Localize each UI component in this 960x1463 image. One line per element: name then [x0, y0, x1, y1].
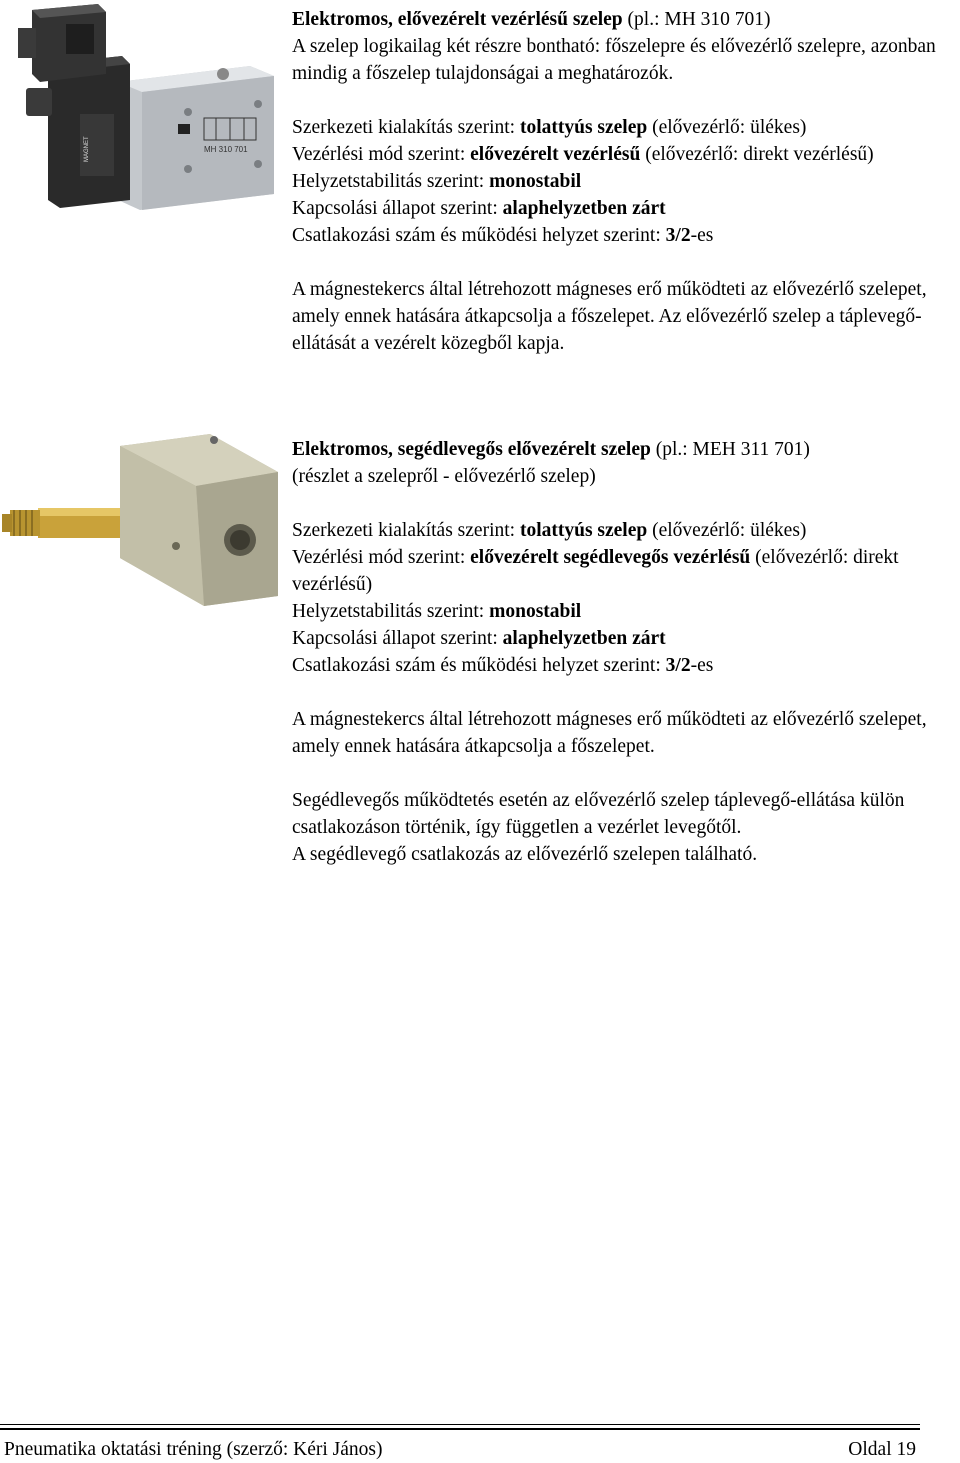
section-2-subtitle: (részlet a szelepről - elővezérlő szelep) — [292, 466, 596, 487]
section-2-title-bold: Elektromos, segédlevegős elővezérelt szelep — [292, 439, 651, 460]
section-1-intro: A szelep logikailag két részre bontható: főszelepre és elővezérlő szelepre, azonban mindig a főszelep tulajdonságai a meghatározók. — [292, 36, 936, 84]
section-1-description: A mágnestekercs által létrehozott mágneses erő működteti az elővezérlő szelepet, amely ennek hatására átkapcsolja a főszelepet. Az elővezérlő szelep a táplevegő-ellátását a vezérelt közegből kapja. — [292, 279, 927, 354]
section-1-prop-3: Kapcsolási állapot szerint: alaphelyzetben zárt — [292, 198, 666, 219]
svg-text:MAGNET: MAGNET — [84, 136, 90, 162]
section-2 — [292, 436, 960, 868]
pilot-valve-image — [0, 428, 280, 606]
section-2-prop-0: Szerkezeti kialakítás szerint: tolattyús szelep (elővezérlő: ülékes) — [292, 520, 807, 541]
section-1-title — [292, 6, 960, 33]
valve-model-label: MH 310 701 — [204, 145, 248, 154]
section-1-prop-0: Szerkezeti kialakítás szerint: tolattyús szelep (elővezérlő: ülékes) — [292, 117, 807, 138]
footer-divider — [0, 1424, 920, 1425]
section-2-extra-1: Segédlevegős működtetés esetén az elővezérlő szelep táplevegő-ellátása külön csatlakozáson történik, így független a vezérlet levegőtől. — [292, 790, 905, 838]
solenoid-valve-image — [18, 4, 276, 214]
section-2-title-rest: (pl.: MEH 311 701) — [650, 439, 810, 460]
section-2-prop-4: Csatlakozási szám és működési helyzet szerint: 3/2-es — [292, 655, 714, 676]
section-2-prop-3: Kapcsolási állapot szerint: alaphelyzetben zárt — [292, 628, 666, 649]
section-1-title-bold: Elektromos, elővezérelt vezérlésű szelep — [292, 9, 623, 30]
section-2-description: A mágnestekercs által létrehozott mágneses erő működteti az elővezérlő szelepet, amely ennek hatására átkapcsolja a főszelepet. — [292, 709, 927, 757]
footer-title: Pneumatika oktatási tréning (szerző: Kéri János) — [4, 1439, 383, 1460]
footer-divider-thick — [0, 1428, 920, 1430]
section-1-title-rest: (pl.: MH 310 701) — [622, 9, 771, 30]
section-2-title — [292, 436, 960, 463]
section-1-prop-2: Helyzetstabilitás szerint: monostabil — [292, 171, 582, 192]
page-number: Oldal 19 — [848, 1439, 916, 1460]
section-2-prop-2: Helyzetstabilitás szerint: monostabil — [292, 601, 582, 622]
section-1 — [292, 6, 960, 357]
section-1-prop-4: Csatlakozási szám és működési helyzet szerint: 3/2-es — [292, 225, 714, 246]
section-1-prop-1: Vezérlési mód szerint: elővezérelt vezérlésű (elővezérlő: direkt vezérlésű) — [292, 144, 874, 165]
section-2-prop-1: Vezérlési mód szerint: elővezérelt segédlevegős vezérlésű (elővezérlő: direkt vezérlésű) — [292, 547, 899, 595]
section-2-extra-2: A segédlevegő csatlakozás az elővezérlő szelepen található. — [292, 844, 758, 865]
